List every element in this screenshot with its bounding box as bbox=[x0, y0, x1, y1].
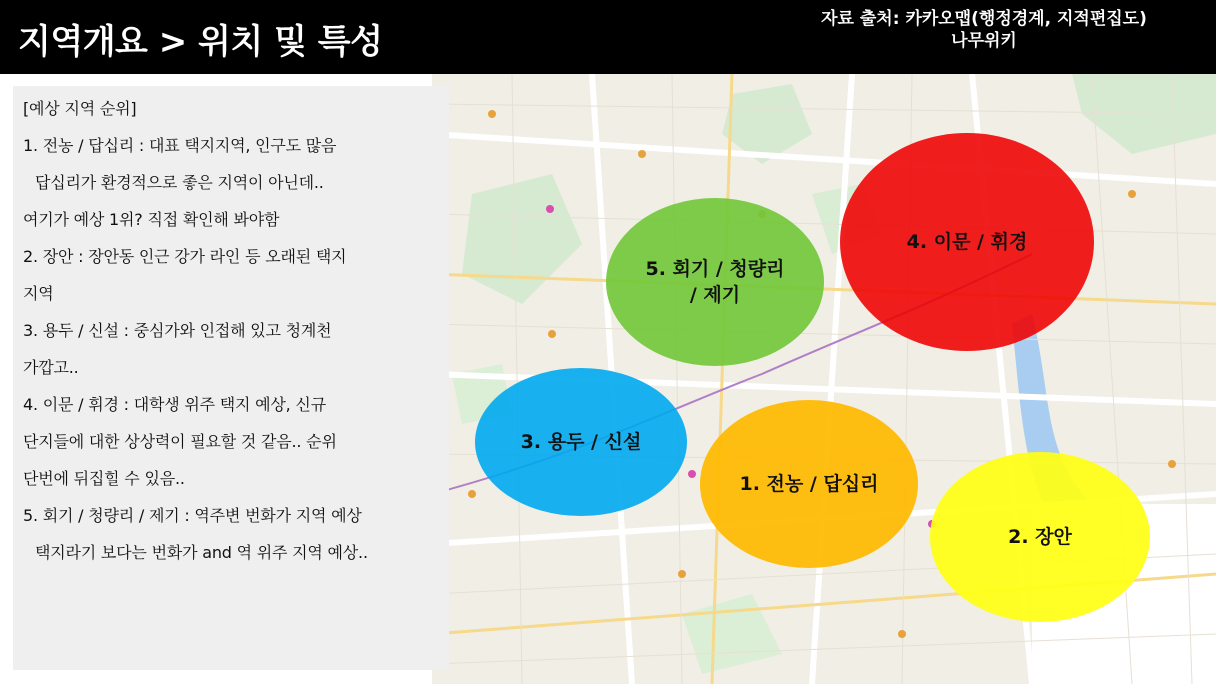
region-bubble-imun-hwigyeong bbox=[840, 133, 1094, 351]
ranking-line-4-cont: 단지들에 대한 상상력이 필요할 것 같음.. 순위 bbox=[23, 432, 337, 451]
ranking-line-1-note: 답십리가 환경적으로 좋은 지역이 아닌데.. bbox=[35, 173, 324, 192]
slide-header bbox=[0, 0, 1216, 74]
ranking-line-4-cont-2: 단번에 뒤집힐 수 있음.. bbox=[23, 469, 185, 488]
slide-title: 지역개요 > 위치 및 특성 bbox=[18, 22, 383, 62]
region-label-jegi: / 제기 bbox=[689, 284, 741, 306]
ranking-line-2: 2. 장안 : 장안동 인근 강가 라인 등 오래된 택지 bbox=[23, 247, 347, 266]
ranking-line-3: 3. 용두 / 신설 : 중심가와 인접해 있고 청계천 bbox=[23, 321, 332, 340]
region-bubble-hoegi-cheongnyangni-jegi bbox=[606, 198, 824, 366]
region-label-jeonnong-dapsimni: 1. 전농 / 답십리 bbox=[739, 473, 879, 495]
source-line-kakaomap: 자료 출처: 카카오맵(행정경계, 지적편집도) bbox=[821, 9, 1147, 29]
ranking-line-1: 1. 전농 / 답십리 : 대표 택지지역, 인구도 많음 bbox=[23, 136, 337, 155]
region-ranking-panel bbox=[13, 86, 449, 670]
ranking-line-2-cont: 지역 bbox=[23, 284, 54, 303]
region-bubble-jeonnong-dapsimni bbox=[700, 400, 918, 568]
source-line-namuwiki: 나무위키 bbox=[951, 31, 1017, 51]
source-caption bbox=[774, 8, 1194, 52]
region-label-imun-hwigyeong: 4. 이문 / 휘경 bbox=[906, 231, 1028, 253]
ranking-line-3-cont: 가깝고.. bbox=[23, 358, 79, 377]
ranking-line-5-cont: 택지라기 보다는 번화가 and 역 위주 지역 예상.. bbox=[35, 543, 368, 562]
ranking-line-1-note-2: 여기가 예상 1위? 직접 확인해 봐야함 bbox=[23, 210, 280, 229]
ranking-line-4: 4. 이문 / 휘경 : 대학생 위주 택지 예상, 신규 bbox=[23, 395, 326, 414]
ranking-line-5: 5. 회기 / 청량리 / 제기 : 역주변 번화가 지역 예상 bbox=[23, 506, 362, 525]
ranking-heading: [예상 지역 순위] bbox=[23, 99, 137, 118]
region-bubble-jangan bbox=[930, 452, 1150, 622]
region-bubble-yongdu-sinseol bbox=[475, 368, 687, 516]
region-label-yongdu-sinseol: 3. 용두 / 신설 bbox=[520, 431, 642, 453]
region-label-hoegi: 5. 회기 / 청량리 bbox=[645, 258, 785, 280]
region-label-jangan: 2. 장안 bbox=[1008, 526, 1072, 548]
